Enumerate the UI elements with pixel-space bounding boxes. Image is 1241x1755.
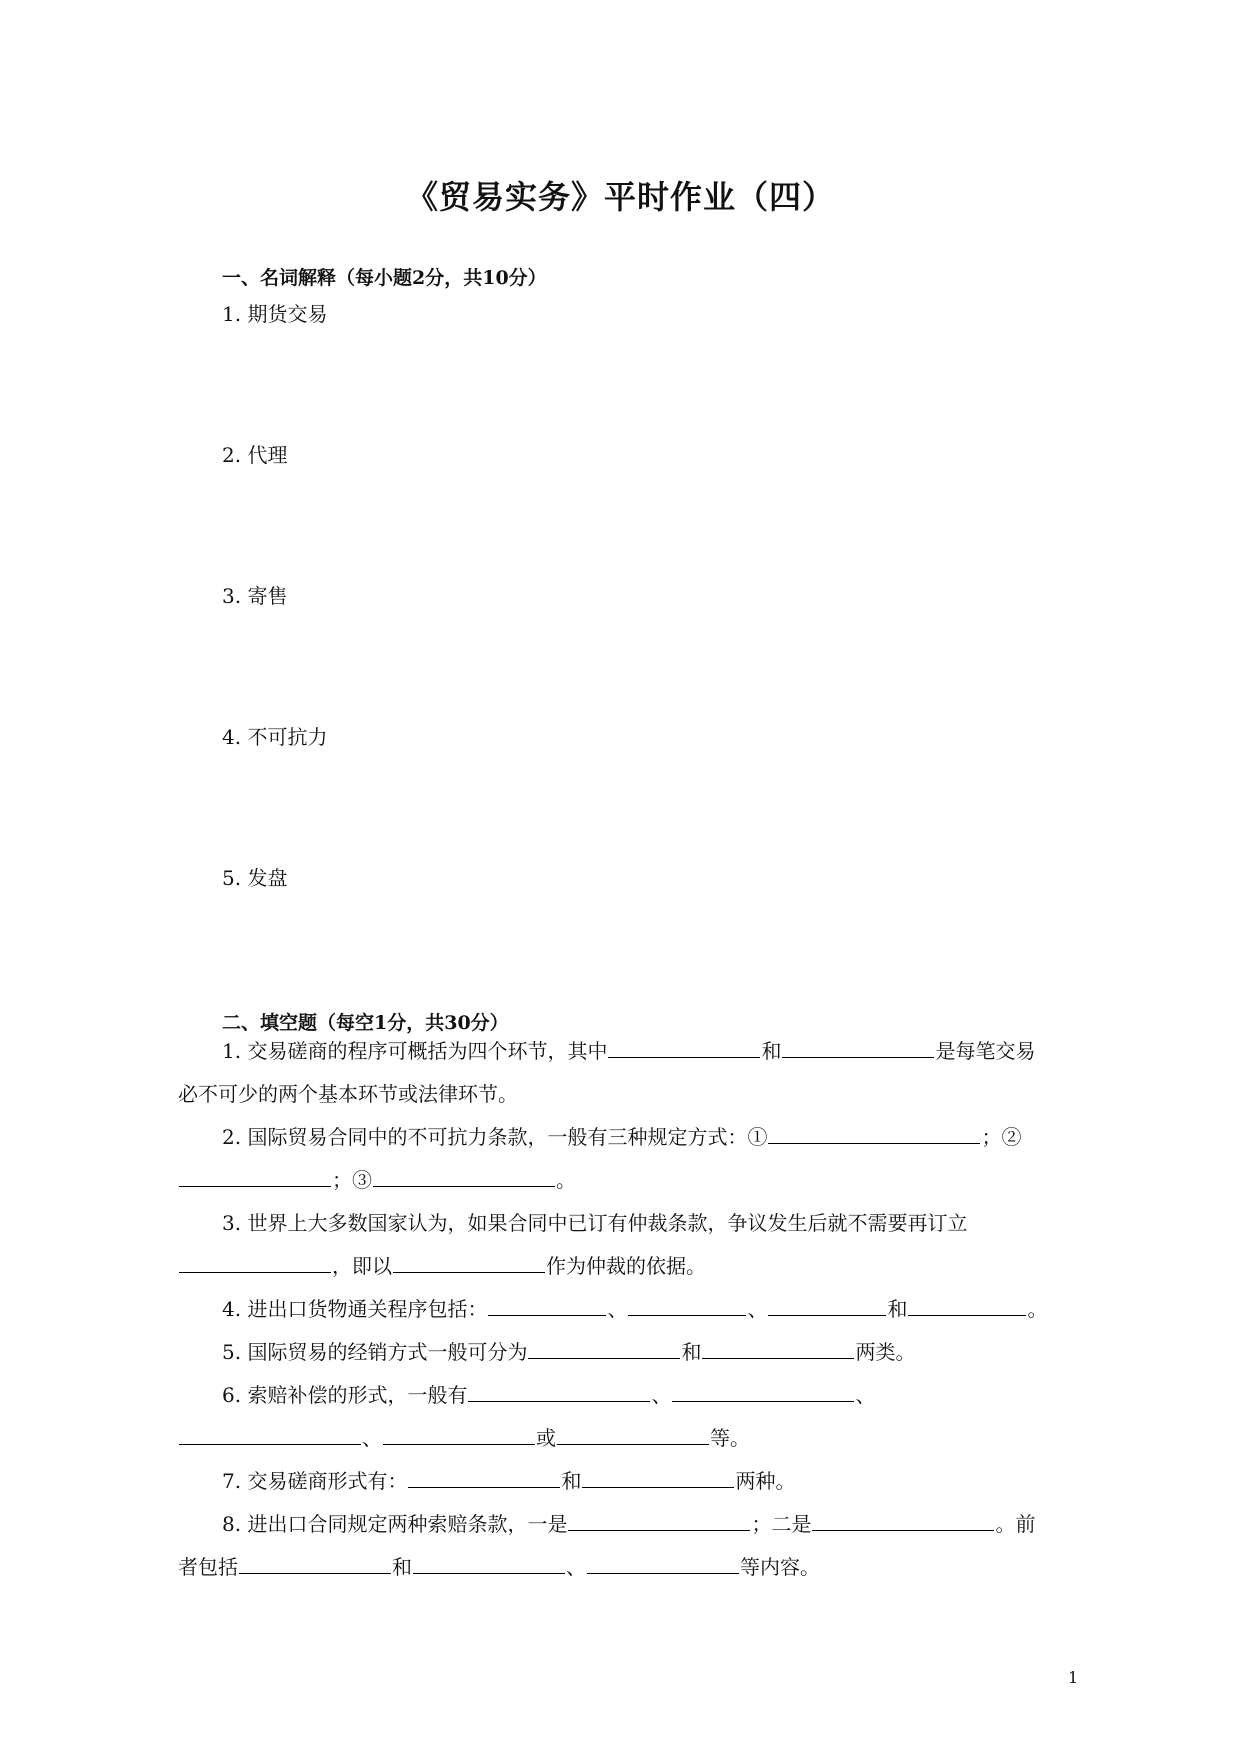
blank[interactable] [488, 1297, 606, 1316]
blank[interactable] [587, 1555, 739, 1574]
term-agency: 2. 代理 [222, 443, 288, 467]
section-heading-fill-in: 二、填空题（每空1分，共30分） [222, 1012, 509, 1034]
term-consignment: 3. 寄售 [222, 584, 288, 608]
question-1-line-2: 必不可少的两个基本环节或法律环节。 [178, 1082, 518, 1106]
blank[interactable] [628, 1297, 746, 1316]
question-3-line-1: 3. 世界上大多数国家认为，如果合同中已订有仲裁条款，争议发生后就不需要再订立 [222, 1211, 968, 1235]
blank[interactable] [768, 1125, 980, 1144]
blank[interactable] [557, 1426, 709, 1445]
question-1-line-1: 1. 交易磋商的程序可概括为四个环节，其中 和 是每笔交易 [222, 1039, 1036, 1063]
question-8-line-2: 者包括 和 、 等内容。 [178, 1555, 820, 1579]
blank[interactable] [812, 1512, 994, 1531]
blank[interactable] [702, 1340, 854, 1359]
term-force-majeure: 4. 不可抗力 [222, 725, 328, 749]
blank[interactable] [672, 1383, 854, 1402]
blank[interactable] [468, 1383, 650, 1402]
term-futures: 1. 期货交易 [222, 302, 328, 326]
question-6-line-2: 、 或 等。 [178, 1422, 750, 1451]
blank[interactable] [239, 1555, 391, 1574]
blank[interactable] [768, 1297, 886, 1316]
term-offer: 5. 发盘 [222, 866, 288, 890]
blank[interactable] [608, 1039, 760, 1058]
blank[interactable] [908, 1297, 1026, 1316]
blank[interactable] [373, 1168, 555, 1187]
page-number: 1 [1068, 1668, 1079, 1687]
question-7: 7. 交易磋商形式有： 和 两种。 [222, 1469, 796, 1493]
question-5: 5. 国际贸易的经销方式一般可分为 和 两类。 [222, 1340, 916, 1364]
blank[interactable] [179, 1168, 331, 1187]
blank[interactable] [179, 1254, 331, 1273]
question-3-line-2: ，即以 作为仲裁的依据。 [178, 1250, 706, 1279]
blank[interactable] [782, 1039, 934, 1058]
blank[interactable] [383, 1426, 535, 1445]
question-2-line-1: 2. 国际贸易合同中的不可抗力条款，一般有三种规定方式：① ；② [222, 1125, 1022, 1149]
section-heading-definitions: 一、名词解释（每小题2分，共10分） [222, 267, 547, 289]
blank[interactable] [179, 1426, 361, 1445]
question-8-line-1: 8. 进出口合同规定两种索赔条款，一是 ；二是 。前 [222, 1512, 1036, 1536]
blank[interactable] [568, 1512, 750, 1531]
question-2-line-2: ；③ 。 [178, 1164, 576, 1193]
question-4: 4. 进出口货物通关程序包括： 、 、 和 。 [222, 1297, 1048, 1321]
blank[interactable] [393, 1254, 545, 1273]
blank[interactable] [528, 1340, 680, 1359]
question-6-line-1: 6. 索赔补偿的形式，一般有 、 、 [222, 1383, 876, 1407]
blank[interactable] [413, 1555, 565, 1574]
document-title: 《贸易实务》平时作业（四） [405, 178, 835, 216]
blank[interactable] [582, 1469, 734, 1488]
blank[interactable] [408, 1469, 560, 1488]
